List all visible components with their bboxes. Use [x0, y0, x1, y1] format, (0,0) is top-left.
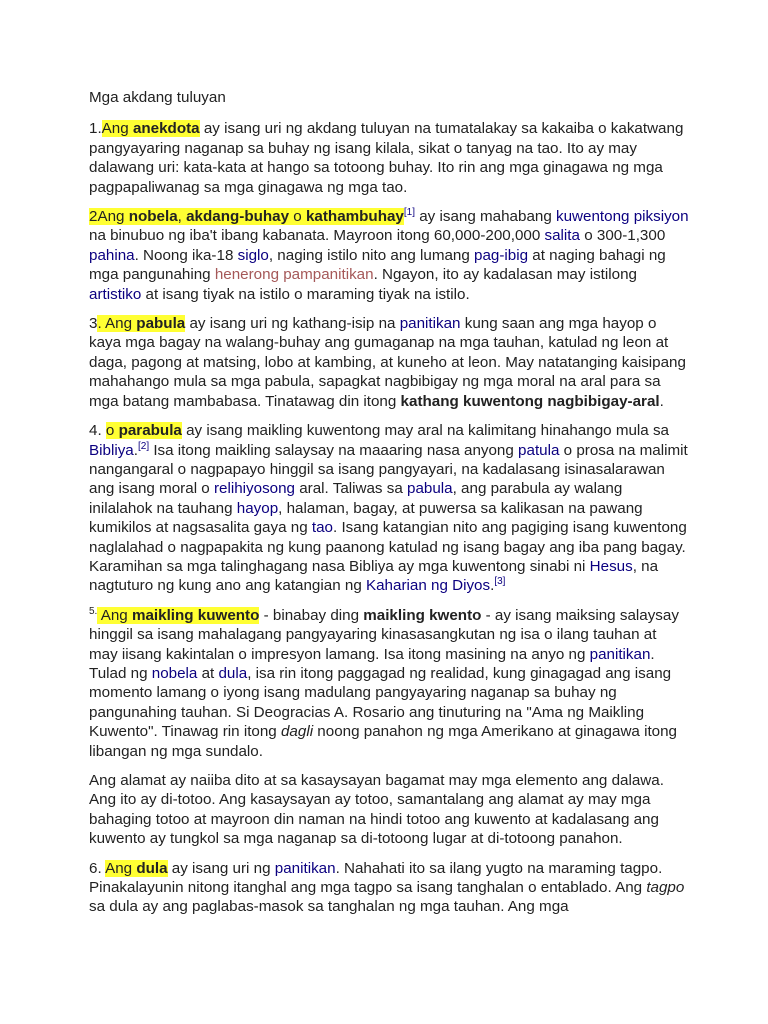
term-maikling-kwento: maikling kwento: [363, 606, 482, 624]
paragraph-maikling-kuwento: $^{5.}$ Ang maikling kuwento - binabay ding maikling kwento - ay isang maiksing salaysay hinggil sa isang mahalagang pangyayaring kinasasangkutan ng isa o ilang tauhan at may iisang kakintalan o impresyon lamang. Isa itong masining na anyo ng panitikan. Tulad ng nobela at dula, isa rin itong paggagad ng realidad, kung ginagagad ang isang momento lamang o iyong isang madulang pangyayaring naganap sa buhay ng pangunahing tauhan. Si Deogracias A. Rosario ang tinuturing na "Ama ng Maikling Kuwento". Tinawag rin itong dagli noong panahon ng mga Amerikano at ginagawa itong libangan ng mga sundalo.: [89, 605, 679, 760]
term-pabula: pabula: [136, 315, 186, 333]
paragraph-anekdota: 1.Ang anekdota ay isang uri ng akdang tuluyan na tumatalakay sa kakaiba o kakatwang pangyayaring naganap sa buhay ng isang kilala, sikat o tanyag na tao. Ito ay may dalawang uri: kata-kata at hango sa totoong buhay. Ito rin ang mga ginagawa ng mga pagpapaliwanag sa mga ginagawa ng mga tao.: [89, 120, 684, 196]
highlight-term: o parabula: [105, 422, 182, 440]
highlight-term: Ang dula: [105, 859, 168, 877]
term-nobela: nobela: [128, 208, 178, 226]
link-pahina[interactable]: pahina: [89, 246, 135, 264]
term-akdang-buhay: akdang-buhay: [186, 208, 290, 226]
term-maikling-kuwento: maikling kuwento: [131, 606, 260, 624]
link-hayop[interactable]: hayop: [236, 499, 279, 517]
link-panitikan[interactable]: panitikan: [274, 859, 336, 877]
link-salita[interactable]: salita: [544, 227, 580, 245]
link-pag-ibig[interactable]: pag-ibig: [474, 246, 529, 264]
term-dula: dula: [136, 859, 168, 877]
term-tagpo: tagpo: [646, 879, 685, 897]
term-kathambuhay: kathambuhay: [305, 208, 404, 226]
item-number: 5.: [89, 605, 98, 617]
link-pabula[interactable]: pabula: [407, 480, 453, 498]
term-parabula: parabula: [118, 422, 182, 440]
paragraph-nobela: 2Ang nobela, akdang-buhay o kathambuhay[1] ay isang mahabang kuwentong piksiyon na binubuo ng iba't ibang kabanata. Mayroon itong 60,000-200,000 salita o 300-1,300 pahina. Noong ika-18 siglo, naging istilo nito ang lumang pag-ibig at naging bahagi ng mga pangunahing henerong pampanitikan. Ngayon, ito ay kadalasan may istilong artistiko at isang tiyak na istilo o maraming tiyak na istilo.: [89, 206, 689, 303]
link-artistiko[interactable]: artistiko: [89, 285, 142, 303]
footnote-ref[interactable]: [3]: [494, 576, 506, 588]
term-kathang-kuwentong: kathang kuwentong nagbibigay-aral: [400, 392, 660, 410]
link-patula[interactable]: patula: [518, 441, 560, 459]
link-kaharian-ng-diyos[interactable]: Kaharian ng Diyos: [365, 577, 491, 595]
link-hesus[interactable]: Hesus: [589, 557, 633, 575]
paragraph-parabula: 4. o parabula ay isang maikling kuwentong may aral na kalimitang hinahango mula sa Bibliya.[2] Isa itong maikling salaysay na maaaring nasa anyong patula o prosa na malimit nangangaral o nagpapayo hinggil sa isang pangyayari, na kadalasang isinasalarawan ang isang moral o relihiyosong aral. Taliwas sa pabula, ang parabula ay walang inilalahok na tauhang hayop, halaman, bagay, at puwersa sa kalikasan na pawang kumikilos at nagsasalita gaya ng tao. Isang katangian nito ang pagiging isang kuwentong naglalahad o nagpapakita ng kung paanong katulad ng isang bagay ang iba pang bagay. Karamihan sa mga talinghagang nasa Bibliya ay mga kuwentong sinabi ni Hesus, na nagtuturo ng kung ano ang katangian ng Kaharian ng Diyos.[3]: [89, 422, 688, 595]
document-body: [89, 88, 689, 927]
footnote-ref[interactable]: [2]: [137, 440, 150, 452]
term-dagli: dagli: [280, 723, 314, 741]
link-siglo[interactable]: siglo: [237, 246, 269, 264]
highlight-term: 2Ang nobela, akdang-buhay o kathambuhay: [89, 208, 404, 226]
term-anekdota: anekdota: [132, 120, 200, 138]
highlight-term: . Ang pabula: [97, 315, 186, 333]
link-henerong-pampanitikan[interactable]: henerong pampanitikan: [214, 266, 374, 284]
link-dula[interactable]: dula: [218, 664, 248, 682]
footnote-ref[interactable]: [1]: [403, 206, 415, 218]
link-tao[interactable]: tao: [311, 519, 333, 537]
paragraph-pabula: 3. Ang pabula ay isang uri ng kathang-isip na panitikan kung saan ang mga hayop o kaya mga bagay na walang-buhay ang gumaganap na mga tauhan, katulad ng leon at daga, pagong at matsing, lobo at kambing, at kuneho at leon. May natatanging kaisipang mahahango mula sa mga pabula, sapagkat nagbibigay ng mga moral na aral para sa mga batang mambabasa. Tinatawag din itong kathang kuwentong nagbibigay-aral.: [89, 315, 686, 410]
item-number: 1.: [89, 120, 102, 138]
highlight-term: Ang maikling kuwento: [97, 606, 260, 624]
link-relihiyosong[interactable]: relihiyosong: [213, 480, 296, 498]
paragraph-dula: 6. Ang dula ay isang uri ng panitikan. Nahahati ito sa ilang yugto na maraming tagpo. Pinakalayunin nitong itanghal ang mga tagpo sa isang tanghalan o entablado. Ang tagpo sa dula ay ang paglabas-masok sa tanghalan ng mga tauhan. Ang mga: [89, 859, 685, 916]
link-panitikan[interactable]: panitikan: [399, 315, 461, 333]
link-panitikan[interactable]: panitikan: [589, 645, 651, 663]
paragraph-alamat: Ang alamat ay naiiba dito at sa kasaysayan bagamat may mga elemento ang dalawa. Ang ito ay di-totoo. Ang kasaysayan ay totoo, samantalang ang alamat ay may mga bahaging totoo at mayroon din naman na hindi totoo ang kuwento at kadalasang ang kuwento ay tungkol sa mga naganap sa di-totoong lugar at di-totoong panahon.: [89, 772, 664, 848]
document-title: Mga akdang tuluyan: [89, 89, 226, 106]
link-nobela[interactable]: nobela: [151, 664, 198, 682]
highlight-term: Ang anekdota: [101, 120, 200, 138]
link-bibliya[interactable]: Bibliya: [89, 441, 134, 459]
link-kuwentong-piksiyon[interactable]: kuwentong piksiyon: [556, 208, 689, 226]
